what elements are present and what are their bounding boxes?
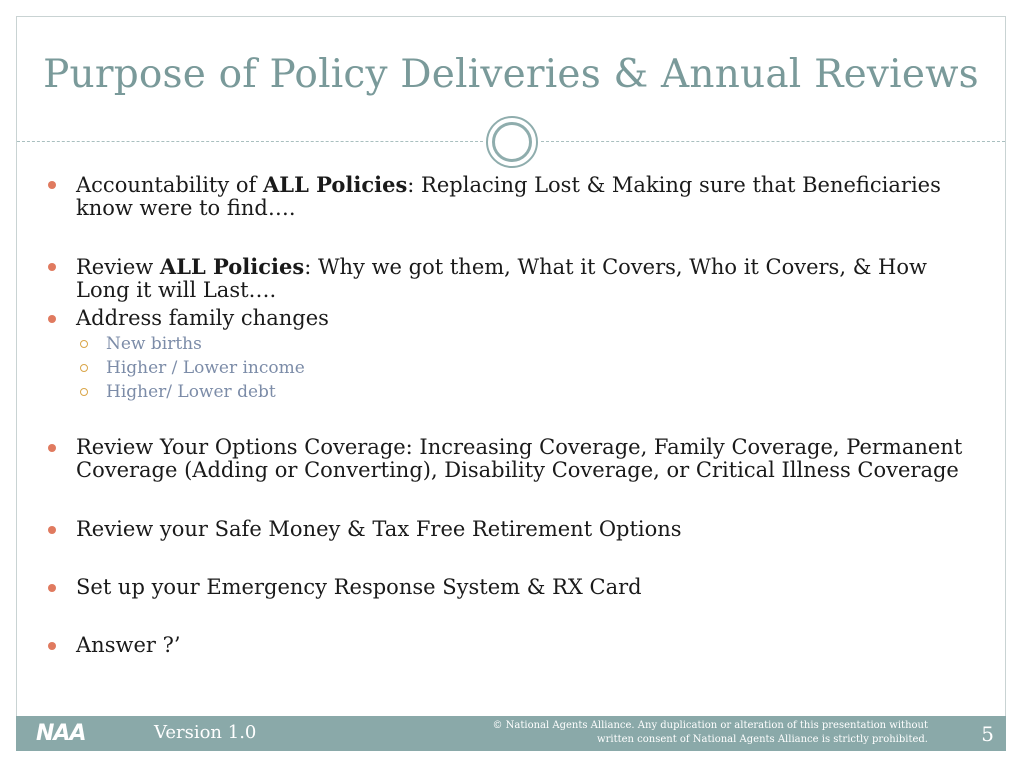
bullet-text-post: : Why we got them, What it Covers, Who it Covers, & How Long it will Last…. [76,255,927,302]
bullet-text: Set up your Emergency Response System & RX Card [76,575,642,599]
bullet-text: Address family changes [76,306,329,330]
bullet-text: Review Your Options Coverage: Increasing Coverage, Family Coverage, Permanent Coverage (Adding or Converting), Disability Coverage, or Critical Illness Coverage [76,435,963,482]
bullet-dot-icon [48,315,56,323]
bullet-text: Answer ?’ [76,633,181,657]
bullet-dot-icon [48,584,56,592]
bullet-dot-icon [48,526,56,534]
copyright-line-1: © National Agents Alliance. Any duplication or alteration of this presentation without [492,720,928,731]
bullet-text: Review your Safe Money & Tax Free Retirement Options [76,517,682,541]
slide-footer [16,716,1006,751]
bullet-coverage-options [76,436,976,482]
sub-bullet-circle-icon [80,340,88,348]
naa-logo: NAA [36,721,86,746]
bullet-text-pre: Review [76,255,160,279]
version-label: Version 1.0 [154,722,257,743]
sub-bullet-circle-icon [80,388,88,396]
subitem-text: Higher/ Lower debt [106,382,276,402]
bullet-family-changes [76,307,976,330]
bullet-dot-icon [48,444,56,452]
subitem-debt [106,382,276,402]
copyright-line-2: written consent of National Agents Alliance is strictly prohibited. [597,734,928,745]
bullet-text-bold: ALL Policies [159,254,305,279]
bullet-emergency-response [76,576,976,599]
subitem-new-births [106,334,202,354]
subitem-text: New births [106,334,202,354]
bullet-answer [76,634,976,657]
bullet-text-post: : Replacing Lost & Making sure that Beneficiaries know were to find…. [76,173,941,220]
bullet-text-bold: ALL Policies [263,172,408,197]
subitem-text: Higher / Lower income [106,358,305,378]
bullet-dot-icon [48,181,56,189]
bullet-dot-icon [48,263,56,271]
bullet-dot-icon [48,642,56,650]
slide-title: Purpose of Policy Deliveries & Annual Reviews [43,52,979,97]
subitem-income [106,358,305,378]
copyright-notice [448,719,928,747]
bullet-text-pre: Accountability of [76,173,264,197]
page-number: 5 [981,722,994,746]
bullet-review-policies [76,255,976,302]
bullet-accountability [76,173,976,220]
bullet-safe-money [76,518,976,541]
sub-bullet-circle-icon [80,364,88,372]
